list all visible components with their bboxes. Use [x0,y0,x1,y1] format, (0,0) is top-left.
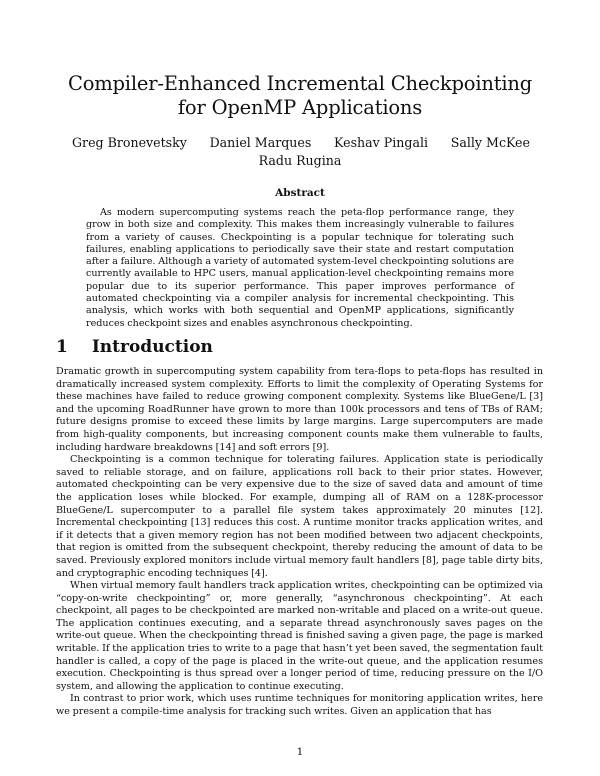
body-paragraph: Checkpointing is a common technique for tolerating failures. Application state is periodically saved to reliable storage, and on failure, applications roll back to their prior states. However, automated checkpointing can be very expensive due to the size of saved data and amount of time the application loses while blocked. For example, dumping all of RAM on a 128K-processor BlueGene/L supercomputer to a parallel file system takes approximately 20 minutes [12]. Incremental checkpointing [13] reduces this cost. A runtime monitor tracks application writes, and if it detects that a given memory region has not been modified between two adjacent checkpoints, that region is omitted from the subsequent checkpoint, thereby reducing the amount of data to be saved. Previously explored monitors include virtual memory fault handlers [8], page table dirty bits, and cryptographic encoding techniques [4]. [56,454,543,579]
paper-title: Compiler-Enhanced Incremental Checkpointing for OpenMP Applications [67,72,533,119]
author-name: Sally McKee [450,135,530,150]
page-number: 1 [296,746,304,758]
author-name: Greg Bronevetsky [72,135,187,150]
abstract-heading: Abstract [275,187,325,199]
section-body [56,366,543,719]
body-paragraph: In contrast to prior work, which uses runtime techniques for monitoring application writes, here we present a compile-time analysis for tracking such writes. Given an application that has [56,693,543,718]
body-paragraph: When virtual memory fault handlers track application writes, checkpointing can be optimized via “copy-on-write checkpointing” or, more generally, “asynchronous checkpointing”. At each checkpoint, all pages to be checkpointed are marked non-writable and placed on a write-out queue. The application continues executing, and a separate thread asynchronously saves pages on the write-out queue. When the checkpointing thread is finished saving a given page, the page is marked writable. If the application tries to write to a page that hasn’t yet been saved, the segmentation fault handler is called, a copy of the page is placed in the write-out queue, and the application resumes execution. Checkpointing is thus spread over a longer period of time, reducing pressure on the I/O system, and allowing the application to continue executing. [56,580,543,692]
section-title: Introduction [91,337,213,357]
author-name: Keshav Pingali [334,135,429,150]
section-number: 1 [56,337,68,357]
body-paragraph: Dramatic growth in supercomputing system capability from tera-flops to peta-flops has resulted in dramatically increased system complexity. Efforts to limit the complexity of Operating Systems for these machines have failed to reduce growing component complexity. Systems like BlueGene/L [3] and the upcoming RoadRunner have grown to more than 100k processors and tens of TBs of RAM; future designs promise to exceed these limits by large margins. Large supercomputers are made from high-quality components, but increasing component counts make them vulnerable to faults, including hardware breakdowns [14] and soft errors [9]. [56,366,543,453]
author-name: Daniel Marques [209,135,312,150]
author-list [72,135,530,151]
abstract-text: As modern supercomputing systems reach the peta-flop performance range, they grow in both size and complexity. This makes them increasingly vulnerable to failures from a variety of causes. Checkpointing is a popular technique for tolerating such failures, enabling applications to periodically save their state and restart computation after a failure. Although a variety of automated system-level checkpointing solutions are currently available to HPC users, manual application-level checkpointing remains more popular due to its superior performance. This paper improves performance of automated checkpointing via a compiler analysis for incremental checkpointing. This analysis, which works with both sequential and OpenMP applications, significantly reduces checkpoint sizes and enables asynchronous checkpointing. [86,207,514,329]
section-heading [56,336,213,358]
author-name: Radu Rugina [258,153,342,168]
